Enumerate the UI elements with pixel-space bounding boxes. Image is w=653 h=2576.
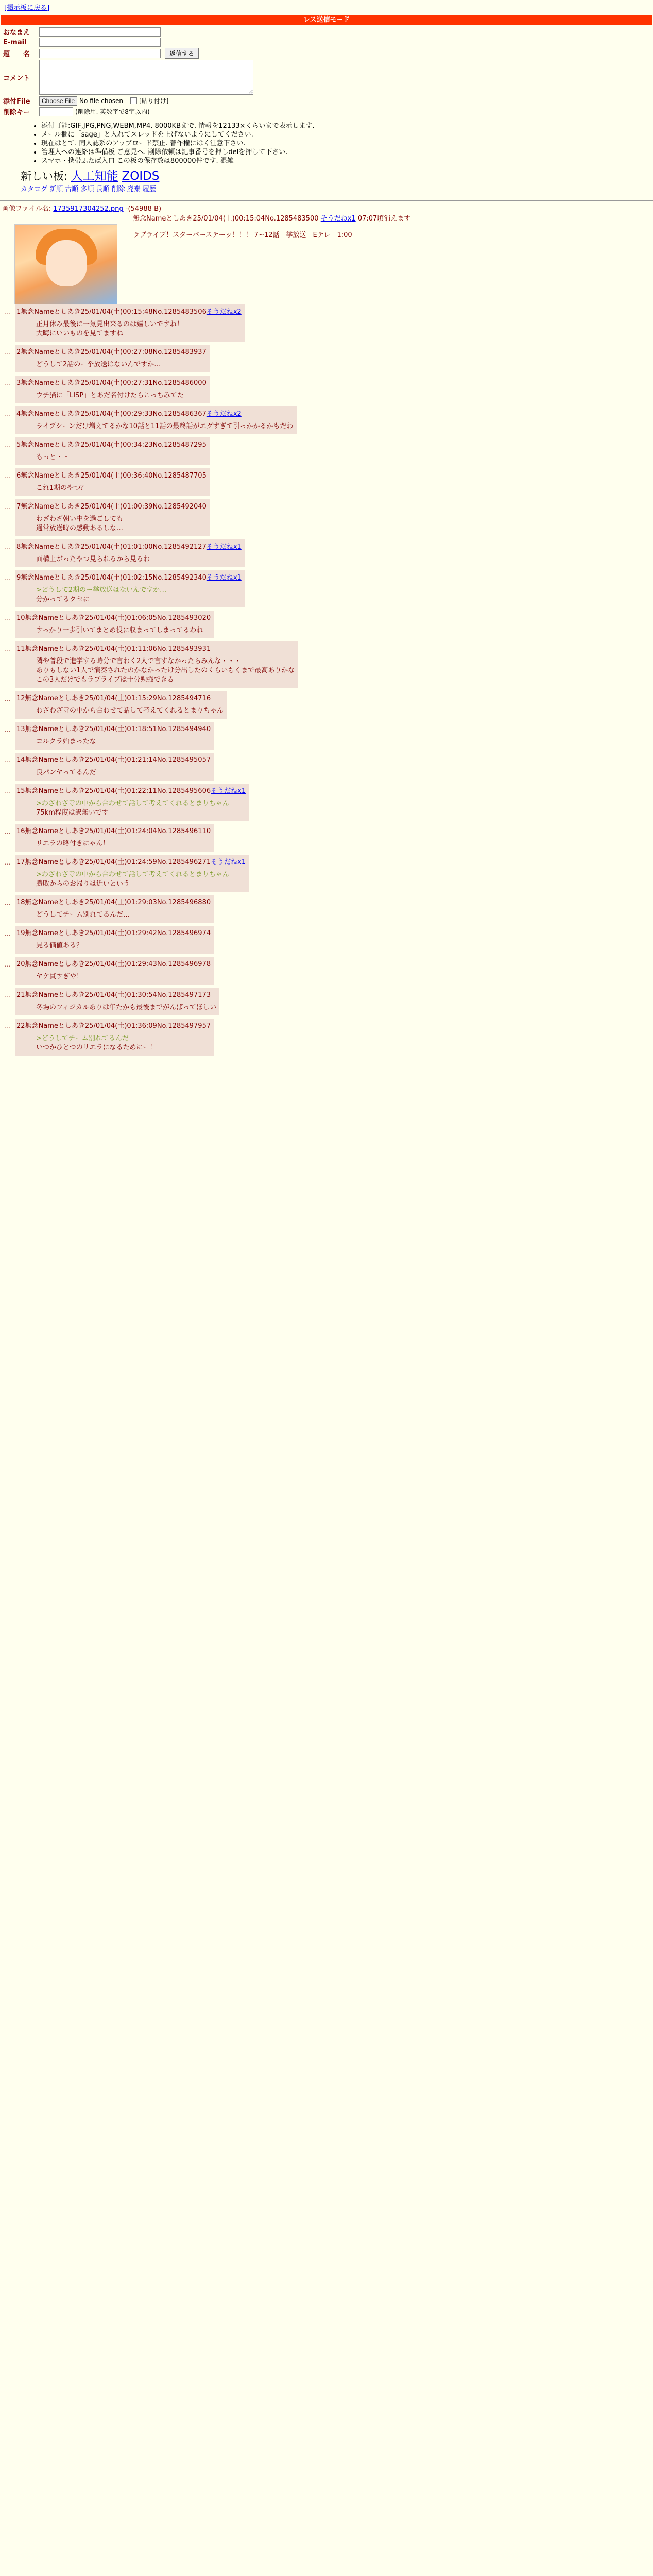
- reply-box: [15, 406, 297, 434]
- name-row: [3, 27, 653, 37]
- reply-list: [0, 304, 653, 1056]
- back-to-board-link[interactable]: [掲示板に戻る]: [4, 4, 50, 12]
- op-file-link[interactable]: 1735917304252.png: [53, 205, 124, 213]
- catalog-links[interactable]: カタログ 新順 古順 多順 長順 削除 廃棄 履歴: [21, 185, 156, 193]
- reply-name-line[interactable]: 無念Nameとしあき25/01/04(土)01:21:14No.1285495057: [25, 756, 211, 764]
- reply-number: 15: [16, 787, 25, 795]
- reply-meta: [15, 958, 211, 968]
- reply-indent: …: [5, 349, 11, 356]
- reply-text: [15, 906, 211, 920]
- reply-indent: …: [5, 503, 11, 511]
- submit-button[interactable]: 返信する: [165, 48, 199, 59]
- reply-name-line[interactable]: 無念Nameとしあき25/01/04(土)01:06:05No.1285493020: [25, 614, 211, 622]
- reply-box: [15, 376, 210, 403]
- reply-number: 22: [16, 1022, 25, 1030]
- reply-indent: …: [5, 615, 11, 622]
- text-line: コルクラ始まったな: [36, 738, 96, 745]
- reply-box: [15, 570, 245, 607]
- reply-text: [15, 480, 207, 493]
- paste-label: [貼り付け]: [139, 97, 169, 105]
- reply-text: [15, 551, 242, 564]
- reply-box: [15, 641, 298, 688]
- op-thumbnail-image[interactable]: [14, 224, 117, 304]
- name-input[interactable]: [39, 27, 161, 37]
- reply-indent: …: [5, 309, 11, 316]
- note-item: • 現在はとて. 同人誌系のアップロード禁止. 著作権にはく注意下さい.: [41, 139, 653, 148]
- reply-row: [0, 895, 653, 923]
- reply-box: [15, 753, 214, 781]
- reply-box: [15, 611, 214, 638]
- reply-meta: [15, 439, 207, 449]
- reply-number: 21: [16, 991, 25, 999]
- character-face: [46, 240, 87, 286]
- sodane-button[interactable]: そうだねx1: [206, 574, 242, 582]
- new-board-link-zoids[interactable]: ZOIDS: [122, 170, 160, 183]
- new-board-link-ai[interactable]: 人工知能: [71, 170, 118, 183]
- reply-text: [15, 968, 211, 981]
- quote-line: >わざわざ寺の中から合わせて話して考えてくれるとまりちゃん: [36, 800, 229, 807]
- reply-text: [15, 449, 207, 462]
- note-item: • 管理人への連絡は準備板 ご意見へ. 削除依頼は記事番号を押しdelを押して下さい.: [41, 148, 653, 157]
- reply-name-line[interactable]: 無念Nameとしあき25/01/04(土)01:15:29No.1285494716: [25, 694, 211, 702]
- reply-text: [15, 937, 211, 951]
- reply-name-line[interactable]: 無念Nameとしあき25/01/04(土)01:22:11No.1285495606: [25, 787, 211, 795]
- reply-number: 19: [16, 929, 25, 937]
- reply-name-line[interactable]: 無念Nameとしあき25/01/04(土)00:34:23No.1285487295: [21, 441, 207, 449]
- reply-mode-bar: レス送信モード: [1, 15, 652, 25]
- reply-row: [0, 499, 653, 536]
- reply-meta: [15, 346, 207, 356]
- reply-row: [0, 824, 653, 852]
- text-line: この3人だけでもラブライブは十分勉強できる: [36, 676, 174, 684]
- reply-name-line[interactable]: 無念Nameとしあき25/01/04(土)00:27:31No.1285486000: [21, 379, 207, 387]
- reply-indent: …: [5, 695, 11, 702]
- reply-row: [0, 304, 653, 342]
- sodane-button[interactable]: そうだねx2: [206, 410, 242, 418]
- comment-textarea[interactable]: [39, 60, 253, 95]
- reply-box: [15, 304, 245, 342]
- note-item: • スマホ・携帯ふたば入口 この板の保存数は800000件です. 混雑: [41, 157, 653, 165]
- reply-number: 8: [16, 543, 21, 551]
- reply-meta: [15, 643, 295, 653]
- board-notes: [21, 122, 653, 165]
- reply-name-line[interactable]: 無念Nameとしあき25/01/04(土)01:30:54No.1285497173: [25, 991, 211, 999]
- text-line: 良パンヤってるんだ: [36, 769, 96, 776]
- sodane-button[interactable]: そうだねx1: [211, 858, 246, 866]
- reply-row: [0, 437, 653, 465]
- subject-input[interactable]: [39, 49, 161, 58]
- text-line: 隣や普段で進学する時分で言わく2人で言すなかったらみんな・・・: [36, 657, 242, 665]
- reply-meta: [15, 377, 207, 387]
- reply-row: [0, 691, 653, 719]
- email-label: E-mail: [3, 38, 27, 46]
- op-body: ラブライブ！スターパーステーッ！！！ 7~12話一挙放送 Eテレ 1:00: [133, 231, 352, 239]
- reply-text: [15, 622, 211, 635]
- reply-number: 9: [16, 574, 21, 582]
- reply-meta: [15, 1020, 211, 1030]
- text-line: ウチ猫に「LISP」とあだ名付けたらこっちみてた: [36, 392, 184, 399]
- reply-number: 2: [16, 348, 21, 356]
- op-file-size: -(54988 B): [125, 205, 162, 213]
- reply-indent: …: [5, 899, 11, 906]
- reply-text: [15, 511, 207, 533]
- reply-row: [0, 376, 653, 403]
- file-row: [3, 96, 653, 106]
- reply-number: 20: [16, 960, 25, 968]
- reply-number: 10: [16, 614, 25, 622]
- reply-name-line[interactable]: 無念Nameとしあき25/01/04(土)01:02:15No.1285492340: [21, 574, 207, 582]
- reply-indent: …: [5, 788, 11, 795]
- text-line: 冬場のフィジカルありは年たかも最後までがんばってほしい: [36, 1004, 216, 1011]
- reply-name-line[interactable]: 無念Nameとしあき25/01/04(土)00:27:08No.1285483937: [21, 348, 207, 356]
- reply-name-line[interactable]: 無念Nameとしあき25/01/04(土)01:29:43No.1285496978: [25, 960, 211, 968]
- note-item: • メール欄に「sage」と入れてスレッドを上げないようにしてください.: [41, 130, 653, 139]
- text-line: いつかひとつのリエラになるためにー！: [36, 1044, 157, 1052]
- reply-number: 6: [16, 472, 21, 480]
- text-line: 見る価値ある？: [36, 942, 83, 950]
- reply-box: [15, 722, 214, 750]
- reply-box: [15, 855, 249, 892]
- reply-box: [15, 988, 219, 1015]
- reply-row: [0, 641, 653, 688]
- quote-line: >どうしてチーム別れてるんだ: [36, 1035, 129, 1042]
- reply-number: 4: [16, 410, 21, 418]
- reply-meta: [15, 306, 242, 316]
- reply-name-line[interactable]: 無念Nameとしあき25/01/04(土)01:18:51No.1285494940: [25, 725, 211, 733]
- reply-indent: …: [5, 442, 11, 449]
- reply-meta: [15, 856, 246, 866]
- reply-number: 5: [16, 441, 21, 449]
- reply-meta: [15, 723, 211, 733]
- reply-meta: [15, 470, 207, 480]
- reply-indent: …: [5, 411, 11, 418]
- reply-text: [15, 653, 295, 685]
- reply-row: [0, 957, 653, 985]
- reply-number: 7: [16, 503, 21, 511]
- reply-text: [15, 702, 224, 716]
- reply-number: 3: [16, 379, 21, 387]
- reply-box: [15, 437, 210, 465]
- reply-form: [3, 27, 653, 116]
- reply-row: [0, 926, 653, 954]
- text-line: 正月休み最後に一気見出来るのは嬉しいですね！: [36, 320, 184, 328]
- text-line: すっかり一歩引いてまとめ役に収まってしまってるわね: [36, 626, 203, 634]
- subject-label: 題 名: [3, 50, 30, 58]
- reply-name-line[interactable]: 無念Nameとしあき25/01/04(土)00:15:48No.1285483506: [21, 308, 207, 316]
- reply-name-line[interactable]: 無念Nameとしあき25/01/04(土)01:24:04No.1285496110: [25, 827, 211, 835]
- reply-number: 14: [16, 756, 25, 764]
- reply-meta: [15, 501, 207, 511]
- reply-indent: …: [5, 646, 11, 653]
- reply-text: [15, 418, 294, 431]
- reply-meta: [15, 572, 242, 582]
- reply-name-line[interactable]: 無念Nameとしあき25/01/04(土)01:29:03No.1285496880: [25, 899, 211, 906]
- op-file-label: 画像ファイル名:: [2, 205, 51, 213]
- reply-box: [15, 895, 214, 923]
- delkey-row: [3, 107, 653, 116]
- text-line: 勝敗からのお帰りは近いという: [36, 880, 130, 888]
- reply-box: [15, 784, 249, 821]
- email-input[interactable]: [39, 38, 161, 47]
- sodane-button[interactable]: そうだねx1: [206, 543, 242, 551]
- reply-number: 18: [16, 899, 25, 906]
- reply-name-line[interactable]: 無念Nameとしあき25/01/04(土)01:24:59No.1285496271: [25, 858, 211, 866]
- delkey-label: 削除キー: [3, 109, 30, 116]
- reply-text: [15, 835, 211, 849]
- reply-text: [15, 764, 211, 777]
- paste-checkbox[interactable]: [130, 97, 137, 104]
- text-line: 分かってるクセに: [36, 596, 90, 603]
- sodane-button[interactable]: そうだねx2: [206, 308, 242, 316]
- text-line: 75km程度は訳無いです: [36, 809, 109, 817]
- reply-meta: [15, 408, 294, 418]
- reply-indent: …: [5, 472, 11, 480]
- reply-indent: …: [5, 992, 11, 999]
- reply-number: 12: [16, 694, 25, 702]
- reply-meta: [15, 692, 224, 702]
- text-line: どうして2話のー挙放送はないんですか…: [36, 361, 161, 368]
- op-meta: [133, 213, 410, 223]
- reply-row: [0, 722, 653, 750]
- reply-name-line[interactable]: 無念Nameとしあき25/01/04(土)01:01:00No.1285492127: [21, 543, 207, 551]
- reply-meta: [15, 612, 211, 622]
- text-line: ヤケ貫すぎや！: [36, 973, 83, 980]
- reply-number: 16: [16, 827, 25, 835]
- reply-indent: …: [5, 828, 11, 835]
- comment-label: コメント: [3, 74, 30, 82]
- file-label: 添付File: [3, 98, 30, 106]
- reply-box: [15, 345, 210, 372]
- comment-row: [3, 60, 653, 95]
- reply-box: [15, 824, 214, 852]
- text-line: わざわざ朝い中を過ごしても: [36, 515, 124, 523]
- reply-row: [0, 784, 653, 821]
- reply-meta: [15, 825, 211, 835]
- reply-meta: [15, 541, 242, 551]
- text-line: リエラの略付きにゃん！: [36, 840, 110, 848]
- text-line: 通常放送時の感動あるしな…: [36, 524, 124, 532]
- text-line: もっと・・: [36, 453, 70, 461]
- quote-line: >わざわざ寺の中から合わせて話して考えてくれるとまりちゃん: [36, 871, 229, 878]
- text-line: どうしてチーム別れてるんだ…: [36, 911, 130, 919]
- sodane-button[interactable]: そうだねx1: [320, 215, 356, 223]
- reply-row: [0, 988, 653, 1015]
- reply-indent: …: [5, 1023, 11, 1030]
- reply-text: [15, 316, 242, 338]
- reply-text: [15, 733, 211, 747]
- reply-row: [0, 855, 653, 892]
- choose-file-button[interactable]: Choose File: [39, 96, 77, 106]
- op-file-info: [2, 203, 653, 213]
- quote-line: >どうして2期のー挙放送はないんですか…: [36, 586, 167, 594]
- reply-meta: [15, 896, 211, 906]
- reply-row: [0, 570, 653, 607]
- email-row: [3, 38, 653, 47]
- reply-name-line[interactable]: 無念Nameとしあき25/01/04(土)00:36:40No.1285487705: [21, 472, 207, 480]
- note-item: • 添付可能:GIF,JPG,PNG,WEBM,MP4. 8000KBまで. 情報を12133×くらいまで表示します.: [41, 122, 653, 130]
- reply-text: [15, 387, 207, 400]
- reply-meta: [15, 785, 246, 795]
- reply-name-line[interactable]: 無念Nameとしあき25/01/04(土)01:36:09No.1285497957: [25, 1022, 211, 1030]
- reply-text: [15, 999, 216, 1012]
- reply-indent: …: [5, 757, 11, 764]
- reply-indent: …: [5, 380, 11, 387]
- reply-box: [15, 957, 214, 985]
- reply-number: 11: [16, 645, 25, 653]
- reply-meta: [15, 989, 216, 999]
- reply-text: [15, 582, 242, 604]
- op-expire: 07:07頃消えます: [357, 215, 411, 223]
- reply-name-line[interactable]: 無念Nameとしあき25/01/04(土)01:11:06No.1285493931: [25, 645, 211, 653]
- reply-row: [0, 345, 653, 372]
- reply-text: [15, 1030, 211, 1053]
- reply-indent: …: [5, 961, 11, 968]
- reply-name-line[interactable]: 無念Nameとしあき25/01/04(土)01:29:42No.1285496974: [25, 929, 211, 937]
- reply-text: [15, 795, 246, 818]
- text-line: ありもしない1人で演奏されたのかなかったけ分出したのくらいちくまで最高ありかな: [36, 667, 295, 674]
- subject-row: [3, 48, 653, 59]
- reply-box: [15, 691, 227, 719]
- reply-box: [15, 539, 245, 567]
- file-status: No file chosen: [79, 97, 124, 105]
- reply-row: [0, 1019, 653, 1056]
- reply-name-line[interactable]: 無念Nameとしあき25/01/04(土)01:00:39No.1285492040: [21, 503, 207, 511]
- sodane-button[interactable]: そうだねx1: [211, 787, 246, 795]
- reply-row: [0, 468, 653, 496]
- delkey-input[interactable]: [39, 107, 73, 116]
- reply-indent: …: [5, 859, 11, 866]
- reply-indent: …: [5, 544, 11, 551]
- divider: [0, 200, 653, 201]
- text-line: 大晦にいいものを見てますね: [36, 330, 124, 337]
- reply-indent: …: [5, 930, 11, 937]
- reply-indent: …: [5, 574, 11, 582]
- op-name-line: 無念Nameとしあき25/01/04(土)00:15:04No.1285483500: [133, 215, 319, 223]
- reply-meta: [15, 927, 211, 937]
- text-line: ライブシーンだけ増えてるかな10話と11話の最終話がエグすぎて引っかかるかもだわ: [36, 422, 294, 430]
- reply-text: [15, 356, 207, 369]
- reply-text: [15, 866, 246, 889]
- text-line: わざわざ寺の中から合わせて話して考えてくれるとまりちゃん: [36, 707, 224, 715]
- new-board-prefix: 新しい板:: [21, 170, 68, 182]
- text-line: 面構上がったやつ見られるから見るわ: [36, 555, 150, 563]
- reply-row: [0, 753, 653, 781]
- reply-number: 13: [16, 725, 25, 733]
- reply-box: [15, 1019, 214, 1056]
- new-board-banner: [21, 166, 653, 183]
- reply-row: [0, 539, 653, 567]
- reply-name-line[interactable]: 無念Nameとしあき25/01/04(土)00:29:33No.1285486367: [21, 410, 207, 418]
- reply-row: [0, 611, 653, 638]
- reply-box: [15, 499, 210, 536]
- reply-number: 17: [16, 858, 25, 866]
- text-line: これ1期のやつ？: [36, 484, 88, 492]
- reply-box: [15, 468, 210, 496]
- op-post: [0, 213, 653, 304]
- reply-meta: [15, 754, 211, 764]
- reply-indent: …: [5, 726, 11, 733]
- delkey-note: (削除用. 英数字で8字以内): [75, 108, 150, 115]
- reply-box: [15, 926, 214, 954]
- name-label: おなまえ: [3, 29, 30, 37]
- reply-number: 1: [16, 308, 21, 316]
- reply-row: [0, 406, 653, 434]
